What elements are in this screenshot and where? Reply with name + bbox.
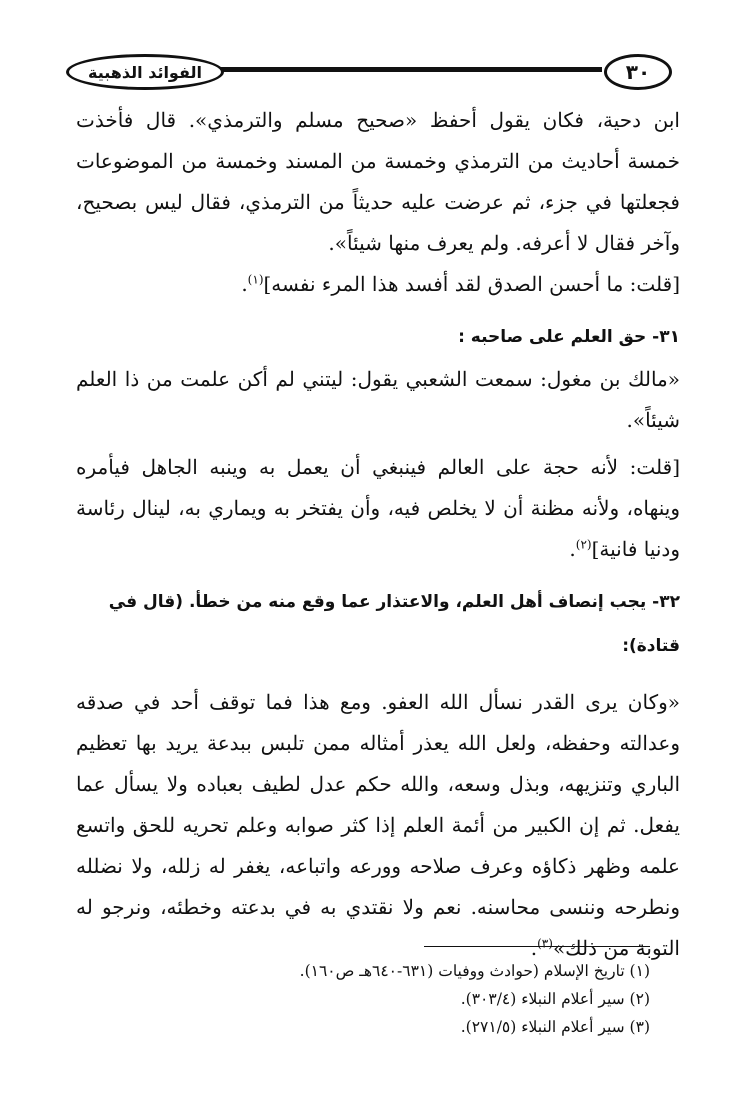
footnote-ref-2: (٢)	[575, 537, 592, 552]
section-heading-32: ٣٢- يجب إنصاف أهل العلم، والاعتذار عما وقع منه من خطأ. (قال في قتادة):	[108, 592, 680, 656]
paragraph-shabi-quote: «مالك بن مغول: سمعت الشعبي يقول: ليتني لم أكن علمت من ذا العلم شيئاً».	[76, 367, 680, 432]
header-rule	[216, 67, 602, 72]
comment-end: .	[569, 537, 576, 561]
footnote-2: (٢) سير أعلام النبلاء (٣٠٣/٤).	[460, 990, 650, 1008]
comment-text: [قلت: ما أحسن الصدق لقد أفسد هذا المرء نفسه]	[263, 272, 680, 296]
comment-end: .	[241, 272, 248, 296]
paragraph-qatada-quote	[76, 682, 680, 969]
paragraph-comment-2	[76, 447, 680, 570]
footnote-ref-3: (٣)	[537, 936, 553, 951]
page-body	[76, 100, 680, 969]
footnote-ref-1: (١)	[247, 272, 264, 287]
quote-end: .	[530, 936, 538, 960]
page-number: ٣٠	[604, 54, 672, 90]
quote-text: «وكان يرى القدر نسأل الله العفو. ومع هذا فما توقف أحد في صدقه وعدالته وحفظه، ولعل الله يعذر أمثاله ممن تلبس ببدعة يريد بها تعظيم الباري وتنزيهه، وبذل وسعه، والله حكم عدل لطيف بعباده ولا يسأل عما يفعل. ثم إن الكبير من أئمة العلم إذا كثر صوابه وعلم تحريه للحق واتسع علمه وظهر ذكاؤه وعرف صلاحه وورعه واتباعه، يغفر له زلله، ولا نضلله ونطرحه وننسى محاسنه. نعم ولا نقتدي به في بدعته وخطئه، ونرجو له التوبة من ذلك»	[76, 690, 680, 960]
page-header	[66, 52, 672, 92]
comment-text: [قلت: لأنه حجة على العالم فينبغي أن يعمل به وينبه الجاهل فيأمره وينهاه، ولأنه مظنة أن لا يخلص فيه، وأن يفتخر به ويماري به، لينال رئاسة ودنيا فانية]	[76, 455, 680, 561]
book-title: الفوائد الذهبية	[66, 54, 224, 90]
footnotes	[110, 957, 650, 1041]
paragraph-ibn-dihya: ابن دحية، فكان يقول أحفظ «صحيح مسلم والترمذي». قال فأخذت خمسة أحاديث من الترمذي وخمسة من المسند وخمسة من الموضوعات فجعلتها في جزء، ثم عرضت عليه حديثاً من الترمذي، فقال ليس بصحيح، وآخر فقال لا أعرفه. ولم يعرف منها شيئاً».	[76, 108, 680, 255]
footnote-separator	[424, 946, 650, 947]
footnote-1: (١) تاريخ الإسلام (حوادث ووفيات (٦٣١-٦٤٠هـ ص١٦٠).	[299, 962, 650, 980]
footnote-3: (٣) سير أعلام النبلاء (٢٧١/٥).	[460, 1018, 650, 1036]
section-heading-31: ٣١- حق العلم على صاحبه :	[458, 327, 680, 347]
paragraph-comment-1	[76, 264, 680, 305]
